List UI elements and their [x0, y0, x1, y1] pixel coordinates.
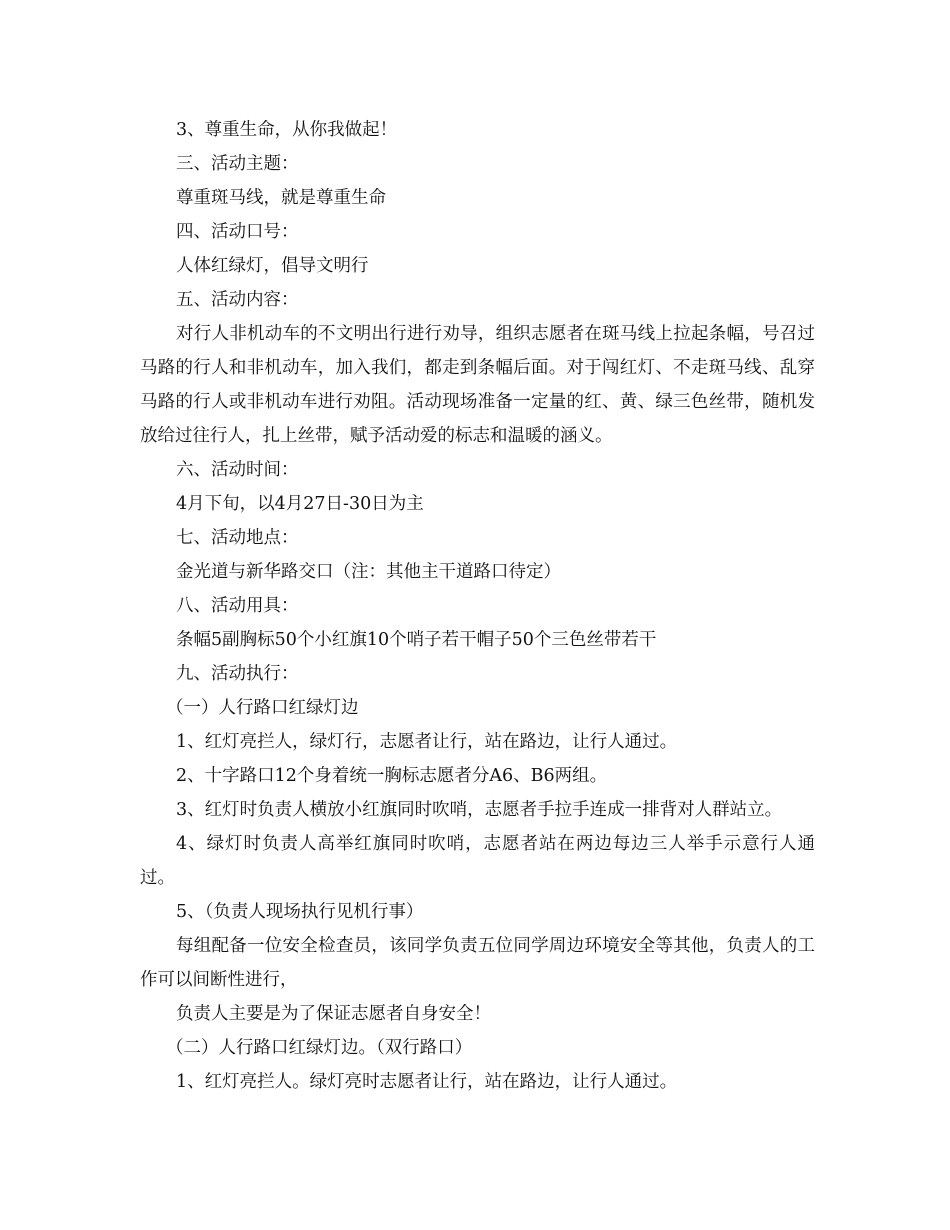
paragraph: 1、红灯亮拦人，绿灯行，志愿者让行，站在路边，让行人通过。: [176, 732, 678, 752]
section-heading: 九、活动执行：: [176, 664, 299, 684]
subsection-heading: （二）人行路口红绿灯边。（双行路口）: [166, 1038, 473, 1058]
section-heading: 五、活动内容：: [176, 290, 299, 310]
section-heading: 四、活动口号：: [176, 222, 299, 242]
section-heading: 三、活动主题：: [176, 154, 299, 174]
section-heading: 八、活动用具：: [176, 596, 299, 616]
paragraph: 对行人非机动车的不文明出行进行劝导，组织志愿者在斑马线上拉起条幅，号召过马路的行人和非机动车，加入我们，都走到条幅后面。对于闯红灯、不走斑马线、乱穿马路的行人或非机动车进行劝阻。活动现场准备一定量的红、黄、绿三色丝带，随机发放给过往行人，扎上丝带，赋予活动爱的标志和温暖的涵义。: [140, 324, 815, 446]
paragraph: 3、尊重生命，从你我做起！: [176, 120, 398, 140]
document-body: [140, 113, 815, 1099]
paragraph: 4、绿灯时负责人高举红旗同时吹哨，志愿者站在两边每边三人举手示意行人通过。: [140, 834, 815, 888]
paragraph: 负责人主要是为了保证志愿者自身安全！: [176, 1004, 491, 1024]
section-heading: 六、活动时间：: [176, 460, 299, 480]
paragraph: 1、红灯亮拦人。绿灯亮时志愿者让行，站在路边，让行人通过。: [176, 1072, 678, 1092]
paragraph: 5、（负责人现场执行见机行事）: [176, 902, 424, 922]
subsection-heading: （一）人行路口红绿灯边: [166, 698, 359, 718]
paragraph: 条幅5副胸标50个小红旗10个哨子若干帽子50个三色丝带若干: [176, 630, 657, 650]
paragraph: 2、十字路口12个身着统一胸标志愿者分A6、B6两组。: [176, 766, 608, 786]
paragraph: 每组配备一位安全检查员，该同学负责五位同学周边环境安全等其他，负责人的工作可以间断性进行，: [140, 936, 815, 990]
paragraph: 人体红绿灯，倡导文明行: [176, 256, 369, 276]
paragraph: 4月下旬，以4月27日-30日为主: [176, 494, 424, 514]
paragraph: 金光道与新华路交口（注：其他主干道路口待定）: [176, 562, 561, 582]
section-heading: 七、活动地点：: [176, 528, 299, 548]
paragraph: 3、红灯时负责人横放小红旗同时吹哨，志愿者手拉手连成一排背对人群站立。: [176, 800, 783, 820]
paragraph: 尊重斑马线，就是尊重生命: [176, 188, 386, 208]
